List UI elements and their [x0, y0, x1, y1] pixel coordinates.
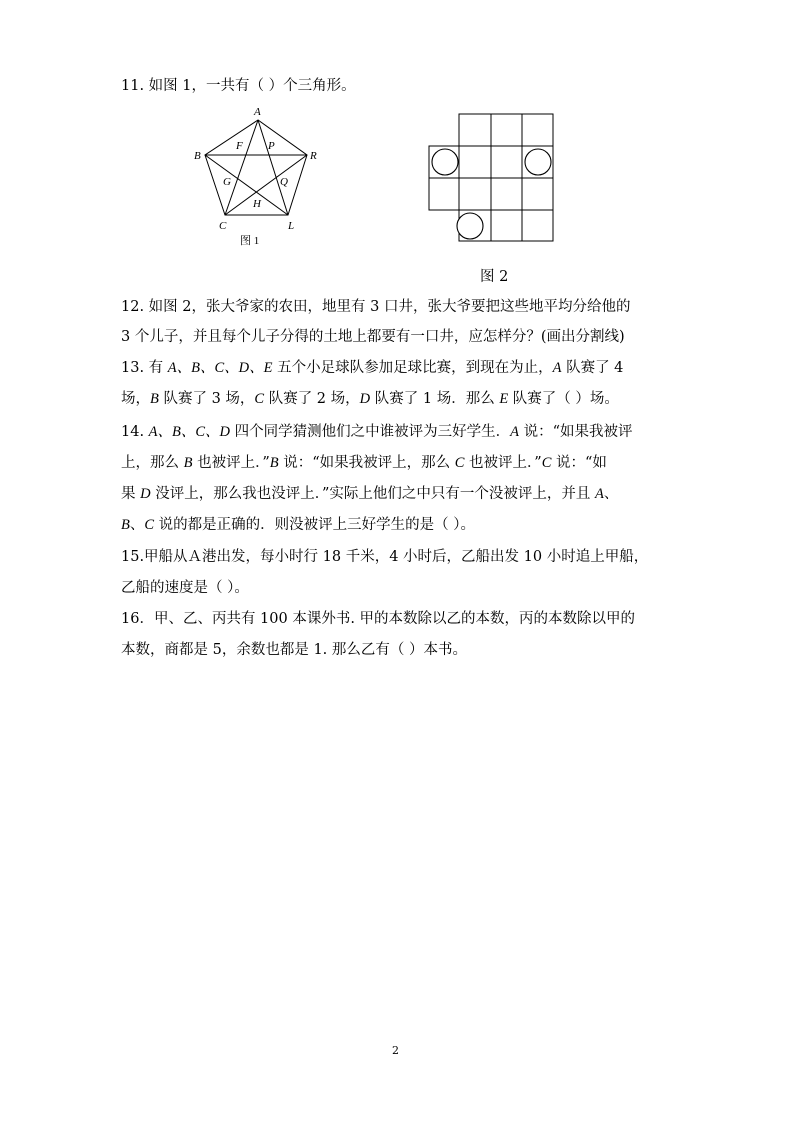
question-14-line-4: B、C 说的都是正确的．则没被评上三好学生的是（ ）。 — [121, 517, 475, 533]
page-number: 2 — [392, 1044, 399, 1057]
star-line — [258, 120, 288, 215]
label-L: L — [288, 220, 295, 232]
label-A: A — [254, 106, 261, 118]
star-line — [225, 155, 307, 215]
question-15-line-2: 乙船的速度是（ ）。 — [121, 580, 249, 596]
label-H: H — [253, 198, 261, 210]
question-14-line-2: 上，那么 B 也被评上．”B 说：“如果我被评上，那么 C 也被评上．”C 说：“如 — [121, 455, 607, 471]
label-C: C — [219, 220, 227, 232]
question-16-line-1: 16．甲、乙、丙共有 100 本课外书. 甲的本数除以乙的本数，丙的本数除以甲的 — [121, 611, 636, 627]
figure-1-caption: 图 1 — [240, 235, 260, 247]
label-B: B — [194, 150, 201, 162]
label-Q: Q — [280, 176, 288, 188]
question-13-line-2: 场，B 队赛了 3 场，C 队赛了 2 场，D 队赛了 1 场．那么 E 队赛了（ ）场。 — [121, 391, 619, 407]
question-12-line-2: 3 个儿子，并且每个儿子分得的土地上都要有一口井，应怎样分？(画出分割线) — [121, 329, 625, 345]
question-14-line-3: 果 D 没评上，那么我也没评上．”实际上他们之中只有一个没被评上，并且 A、 — [121, 486, 619, 502]
star-line — [205, 155, 288, 215]
label-F: F — [236, 140, 243, 152]
well-circle — [525, 149, 551, 175]
question-13-line-1: 13. 有 A、B、C、D、E 五个小足球队参加足球比赛，到现在为止，A 队赛了 4 — [121, 360, 624, 376]
question-12-line-1: 12. 如图 2，张大爷家的农田，地里有 3 口井，张大爷要把这些地平均分给他的 — [121, 299, 631, 315]
question-11: 11. 如图 1，一共有（ ）个三角形。 — [121, 78, 356, 94]
figure-2-field-grid — [425, 112, 555, 244]
figure-1-pentagon-star — [190, 103, 325, 248]
figure-2-caption: 图 2 — [480, 269, 509, 285]
question-15-line-1: 15.甲船从Ａ港出发，每小时行 18 千米，4 小时后，乙船出发 10 小时追上甲船， — [121, 549, 649, 565]
label-G: G — [223, 176, 231, 188]
question-16-line-2: 本数，商都是 5，余数也都是 1. 那么乙有（ ）本书。 — [121, 642, 467, 658]
well-circle — [457, 213, 483, 239]
well-circle — [432, 149, 458, 175]
label-R: R — [310, 150, 317, 162]
label-P: P — [268, 140, 275, 152]
question-14-line-1: 14. A、B、C、D 四个同学猜测他们之中谁被评为三好学生．A 说：“如果我被评 — [121, 424, 633, 440]
